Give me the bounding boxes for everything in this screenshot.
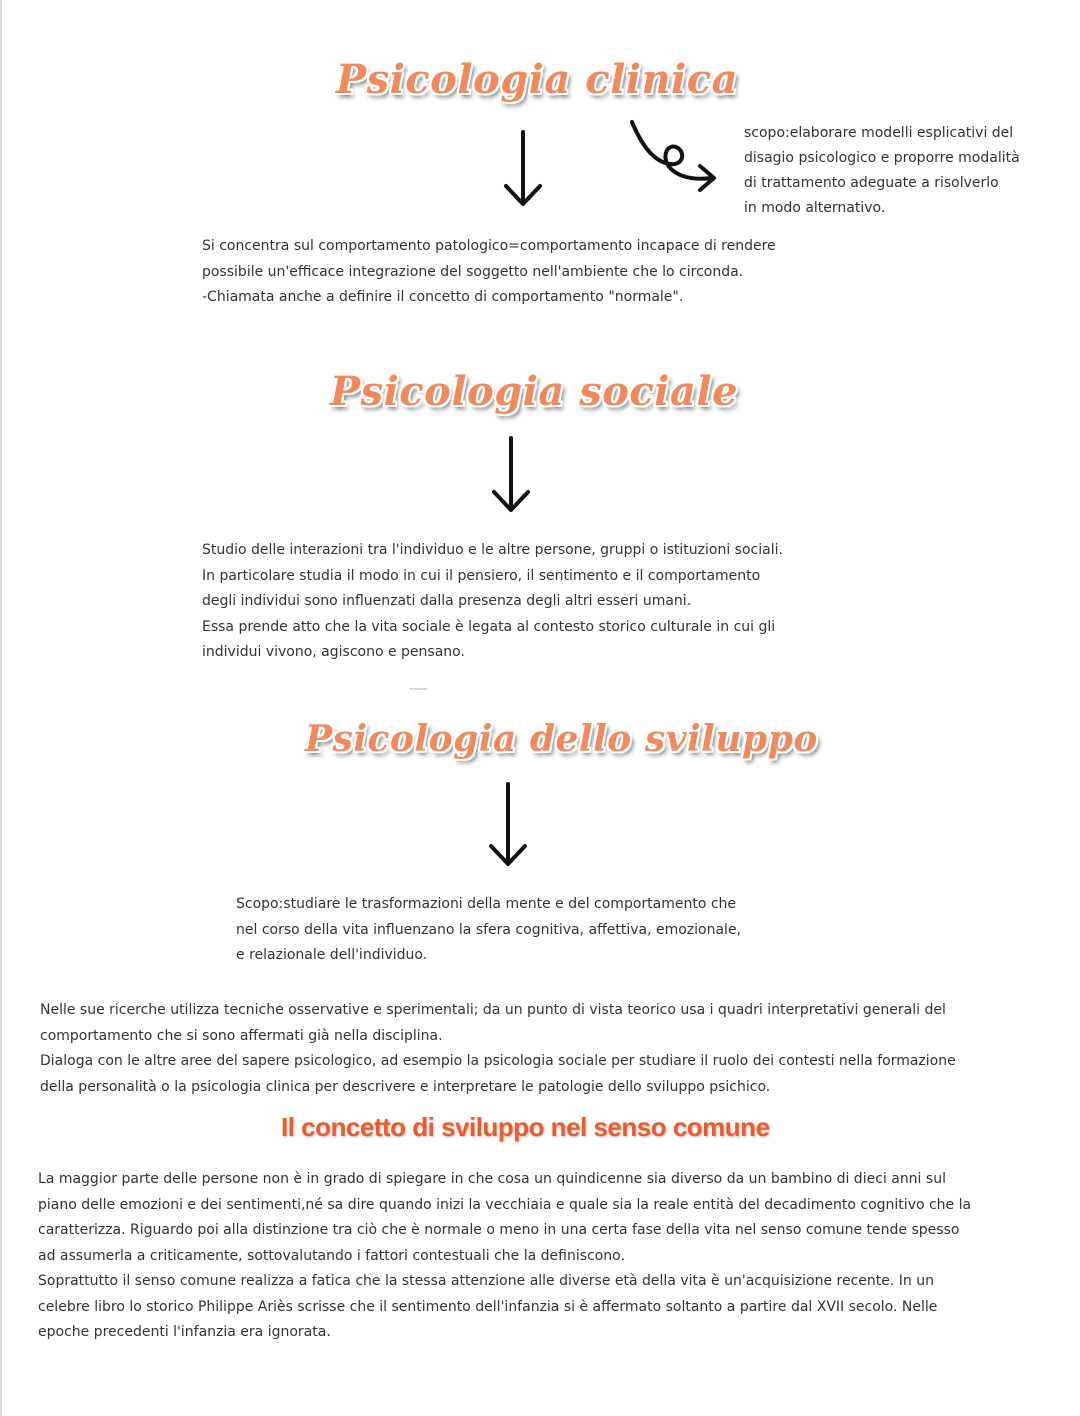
text-line: Dialoga con le altre aree del sapere psicologico, ad esempio la psicologia sociale per studiare il ruolo dei contesti nella formazione [40,1053,956,1069]
text-line: scopo:elaborare modelli esplicativi del [744,125,1014,141]
text-line: Essa prende atto che la vita sociale è legata al contesto storico culturale in cui gli [202,618,776,635]
text-line: Nelle sue ricerche utilizza tecniche osservative e sperimentali; da un punto di vista teorico usa i quadri interpretativi generali del [40,1002,946,1018]
concetto-description [38,1167,971,1346]
text-line: possibile un'efficace integrazione del soggetto nell'ambiente che lo circonda. [202,263,744,280]
text-line: Studio delle interazioni tra l'individuo e le altre persone, gruppi o istituzioni sociali. [202,542,783,558]
text-line: nel corso della vita influenzano la sfera cognitiva, affettiva, emozionale, [236,921,742,938]
text-line: in modo alternativo. [744,200,886,216]
text-line: piano delle emozioni e dei sentimenti,né sa dire quando inizi la vecchiaia e quale sia la reale entità del decadimento cognitivo che la [38,1196,972,1213]
text-line: In particolare studia il modo in cui il pensiero, il sentimento e il comportamento [202,567,761,584]
text-line: comportamento che si sono affermati già nella disciplina. [40,1027,443,1044]
text-line: di trattamento adeguate a risolverlo [744,175,999,191]
text-line: e relazionale dell'individuo. [236,947,428,963]
page-edge [0,0,2,1416]
curly-arrow-icon [624,116,724,198]
text-line: caratterizza. Riguardo poi alla distinzione tra ciò che è normale o meno in una certa fase della vita nel senso comune tende spesso [38,1222,960,1238]
text-line: Soprattutto il senso comune realizza a fatica che la stessa attenzione alle diverse età della vita è un'acquisizione recente. In un [38,1273,934,1289]
clinica-scopo-text [744,121,1020,221]
clinica-description [202,234,776,311]
divider-mark [409,688,427,690]
arrow-down-icon [485,780,531,870]
text-line: degli individui sono influenzati dalla presenza degli altri esseri umani. [202,593,692,609]
title-concetto-sviluppo: Il concetto di sviluppo nel senso comune [281,1112,770,1142]
text-line: ad assumerla a criticamente, sottovalutando i fattori contestuali che la definiscono. [38,1247,625,1264]
arrow-down-icon [488,434,534,516]
text-line: celebre libro lo storico Philippe Ariès scrisse che il sentimento dell'infanzia si è affermato soltanto a partire dal XVII secolo. Nelle [38,1298,938,1315]
text-line: epoche precedenti l'infanzia era ignorata. [38,1324,331,1340]
arrow-down-icon [500,128,546,210]
title-psicologia-sociale: Psicologia sociale [330,368,739,415]
text-line: disagio psicologico e proporre modalità [744,150,1020,166]
title-psicologia-sviluppo: Psicologia dello sviluppo [305,718,818,760]
text-line: della personalità o la psicologia clinica per descrivere e interpretare le patologie dello sviluppo psichico. [40,1078,771,1095]
text-line: -Chiamata anche a definire il concetto di comportamento "normale". [202,289,684,305]
sviluppo-ricerche-text [40,998,956,1100]
title-psicologia-clinica: Psicologia clinica [336,56,739,103]
text-line: Scopo:studiare le trasformazioni della mente e del comportamento che [236,896,737,912]
text-line: La maggior parte delle persone non è in grado di spiegare in che cosa un quindicenne sia diverso da un bambino di dieci anni sul [38,1171,946,1187]
text-line: Si concentra sul comportamento patologico=comportamento incapace di rendere [202,238,776,254]
text-line: individui vivono, agiscono e pensano. [202,644,465,660]
sviluppo-scopo-text [236,892,741,969]
sociale-description [202,538,783,666]
